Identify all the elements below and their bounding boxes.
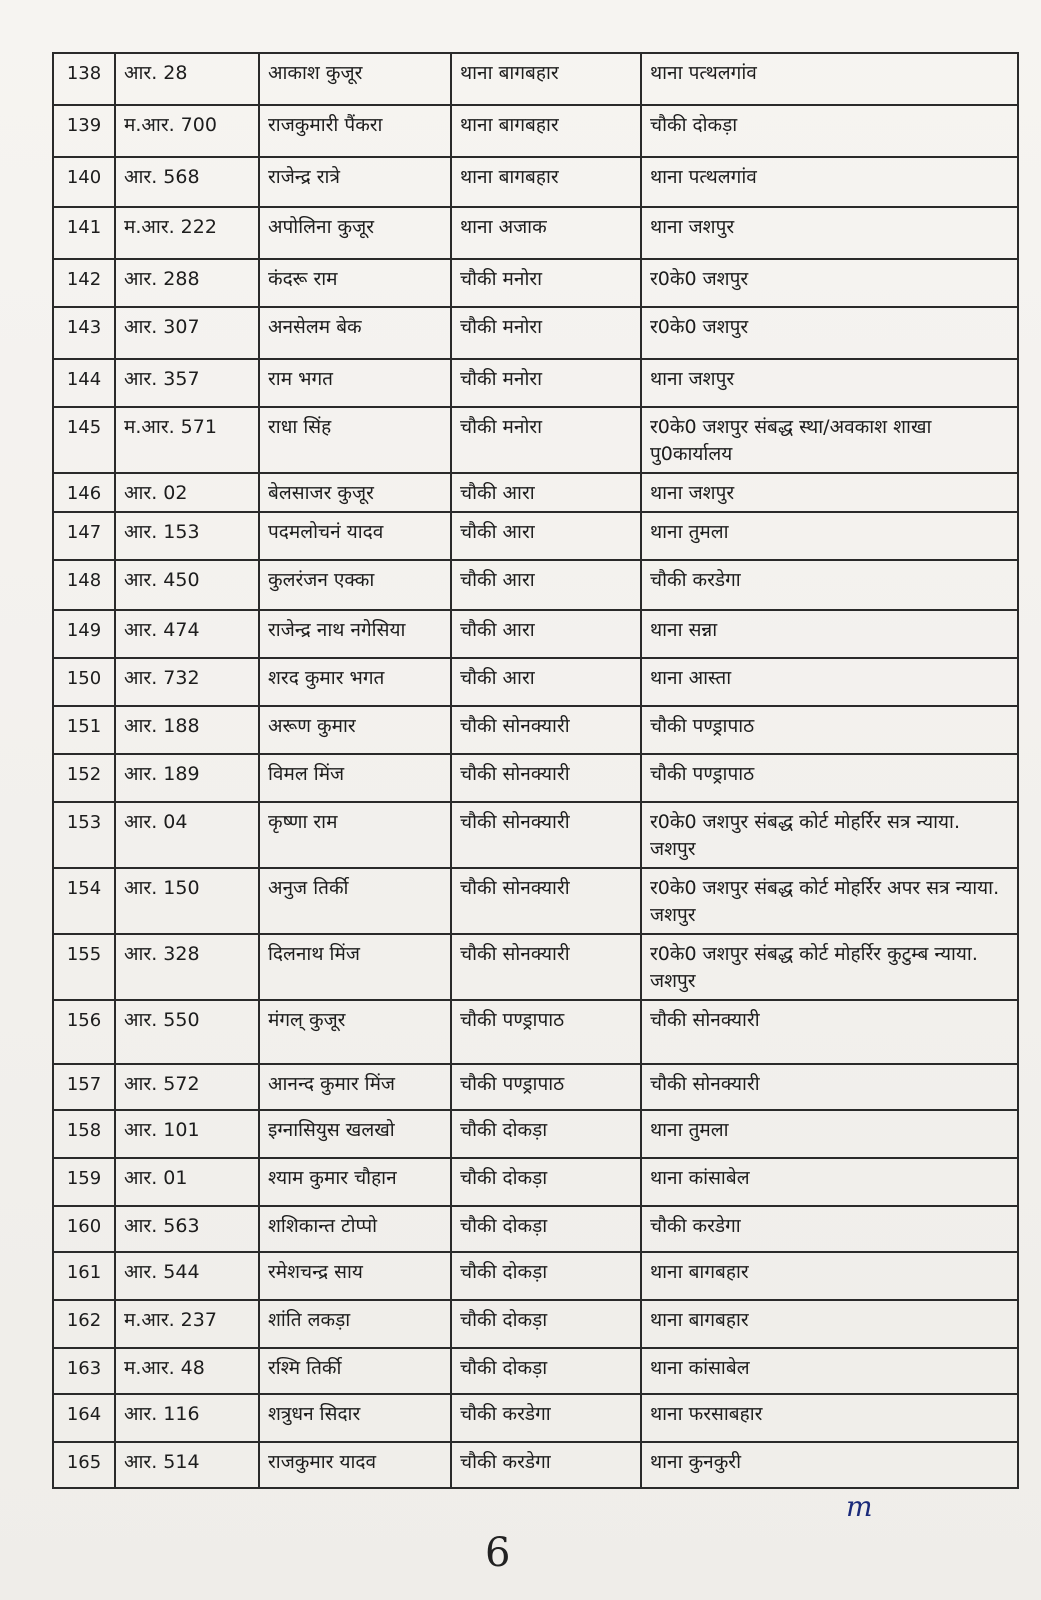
employee-name: इग्नासियुस खलखो bbox=[259, 1110, 451, 1158]
table-row bbox=[53, 1348, 1018, 1394]
serial-number: 155 bbox=[53, 934, 115, 1000]
current-posting: थाना अजाक bbox=[451, 207, 641, 259]
table-row bbox=[53, 1206, 1018, 1252]
table-row bbox=[53, 610, 1018, 658]
new-posting: र0के0 जशपुर bbox=[641, 259, 1018, 307]
current-posting: चौकी सोनक्यारी bbox=[451, 868, 641, 934]
serial-number: 148 bbox=[53, 560, 115, 610]
employee-name: अनुज तिर्की bbox=[259, 868, 451, 934]
serial-number: 156 bbox=[53, 1000, 115, 1064]
constable-number: आर. 101 bbox=[115, 1110, 259, 1158]
employee-name: शांति लकड़ा bbox=[259, 1300, 451, 1348]
new-posting: थाना फरसाबहार bbox=[641, 1394, 1018, 1442]
constable-number: आर. 150 bbox=[115, 868, 259, 934]
current-posting: चौकी मनोरा bbox=[451, 259, 641, 307]
constable-number: आर. 474 bbox=[115, 610, 259, 658]
table-row bbox=[53, 207, 1018, 259]
serial-number: 160 bbox=[53, 1206, 115, 1252]
serial-number: 163 bbox=[53, 1348, 115, 1394]
table-row bbox=[53, 1158, 1018, 1206]
new-posting: थाना आस्ता bbox=[641, 658, 1018, 706]
constable-number: आर. 568 bbox=[115, 157, 259, 207]
table-row bbox=[53, 53, 1018, 105]
serial-number: 159 bbox=[53, 1158, 115, 1206]
new-posting: थाना जशपुर bbox=[641, 473, 1018, 512]
current-posting: चौकी आरा bbox=[451, 658, 641, 706]
serial-number: 141 bbox=[53, 207, 115, 259]
employee-name: आकाश कुजूर bbox=[259, 53, 451, 105]
serial-number: 140 bbox=[53, 157, 115, 207]
current-posting: चौकी सोनक्यारी bbox=[451, 706, 641, 754]
constable-number: आर. 357 bbox=[115, 359, 259, 407]
new-posting: र0के0 जशपुर संबद्ध कोर्ट मोहर्रिर सत्र न्याया. जशपुर bbox=[641, 802, 1018, 868]
constable-number: आर. 572 bbox=[115, 1064, 259, 1110]
table-row bbox=[53, 157, 1018, 207]
current-posting: चौकी आरा bbox=[451, 560, 641, 610]
new-posting: थाना तुमला bbox=[641, 1110, 1018, 1158]
new-posting: थाना पत्थलगांव bbox=[641, 157, 1018, 207]
new-posting: थाना पत्थलगांव bbox=[641, 53, 1018, 105]
employee-name: आनन्द कुमार मिंज bbox=[259, 1064, 451, 1110]
constable-number: आर. 328 bbox=[115, 934, 259, 1000]
constable-number: आर. 153 bbox=[115, 512, 259, 560]
new-posting: थाना तुमला bbox=[641, 512, 1018, 560]
employee-name: मंगल् कुजूर bbox=[259, 1000, 451, 1064]
serial-number: 145 bbox=[53, 407, 115, 473]
table-row bbox=[53, 1064, 1018, 1110]
current-posting: चौकी मनोरा bbox=[451, 359, 641, 407]
constable-number: आर. 188 bbox=[115, 706, 259, 754]
constable-number: म.आर. 222 bbox=[115, 207, 259, 259]
new-posting: चौकी सोनक्यारी bbox=[641, 1064, 1018, 1110]
constable-number: आर. 28 bbox=[115, 53, 259, 105]
constable-number: आर. 116 bbox=[115, 1394, 259, 1442]
current-posting: चौकी दोकड़ा bbox=[451, 1300, 641, 1348]
current-posting: चौकी पण्ड्रापाठ bbox=[451, 1000, 641, 1064]
current-posting: चौकी दोकड़ा bbox=[451, 1206, 641, 1252]
serial-number: 152 bbox=[53, 754, 115, 802]
employee-name: पदमलोचनं यादव bbox=[259, 512, 451, 560]
new-posting: चौकी करडेगा bbox=[641, 560, 1018, 610]
employee-name: अरूण कुमार bbox=[259, 706, 451, 754]
table-row bbox=[53, 754, 1018, 802]
current-posting: चौकी सोनक्यारी bbox=[451, 802, 641, 868]
current-posting: चौकी करडेगा bbox=[451, 1442, 641, 1488]
current-posting: चौकी सोनक्यारी bbox=[451, 754, 641, 802]
constable-number: आर. 732 bbox=[115, 658, 259, 706]
new-posting: थाना कुनकुरी bbox=[641, 1442, 1018, 1488]
constable-number: आर. 544 bbox=[115, 1252, 259, 1300]
new-posting: चौकी पण्ड्रापाठ bbox=[641, 706, 1018, 754]
employee-name: अपोलिना कुजूर bbox=[259, 207, 451, 259]
constable-number: म.आर. 237 bbox=[115, 1300, 259, 1348]
serial-number: 146 bbox=[53, 473, 115, 512]
employee-name: कंदरू राम bbox=[259, 259, 451, 307]
constable-number: आर. 450 bbox=[115, 560, 259, 610]
serial-number: 165 bbox=[53, 1442, 115, 1488]
current-posting: चौकी करडेगा bbox=[451, 1394, 641, 1442]
table-row bbox=[53, 1000, 1018, 1064]
table-row bbox=[53, 706, 1018, 754]
table-row bbox=[53, 934, 1018, 1000]
constable-number: म.आर. 571 bbox=[115, 407, 259, 473]
table-row bbox=[53, 307, 1018, 359]
serial-number: 143 bbox=[53, 307, 115, 359]
serial-number: 142 bbox=[53, 259, 115, 307]
employee-name: विमल मिंज bbox=[259, 754, 451, 802]
employee-name: राजकुमार यादव bbox=[259, 1442, 451, 1488]
new-posting: थाना कांसाबेल bbox=[641, 1348, 1018, 1394]
serial-number: 147 bbox=[53, 512, 115, 560]
table-row bbox=[53, 105, 1018, 157]
serial-number: 162 bbox=[53, 1300, 115, 1348]
current-posting: चौकी मनोरा bbox=[451, 307, 641, 359]
new-posting: थाना जशपुर bbox=[641, 359, 1018, 407]
new-posting: र0के0 जशपुर संबद्ध कोर्ट मोहर्रिर अपर सत्र न्याया. जशपुर bbox=[641, 868, 1018, 934]
constable-number: आर. 04 bbox=[115, 802, 259, 868]
current-posting: चौकी दोकड़ा bbox=[451, 1110, 641, 1158]
constable-number: आर. 01 bbox=[115, 1158, 259, 1206]
serial-number: 150 bbox=[53, 658, 115, 706]
constable-number: आर. 550 bbox=[115, 1000, 259, 1064]
current-posting: चौकी दोकड़ा bbox=[451, 1252, 641, 1300]
employee-name: श्याम कुमार चौहान bbox=[259, 1158, 451, 1206]
table-row bbox=[53, 1300, 1018, 1348]
serial-number: 151 bbox=[53, 706, 115, 754]
current-posting: चौकी सोनक्यारी bbox=[451, 934, 641, 1000]
employee-name: कृष्णा राम bbox=[259, 802, 451, 868]
constable-number: म.आर. 700 bbox=[115, 105, 259, 157]
employee-name: रमेशचन्द्र साय bbox=[259, 1252, 451, 1300]
employee-name: रश्मि तिर्की bbox=[259, 1348, 451, 1394]
new-posting: चौकी दोकड़ा bbox=[641, 105, 1018, 157]
new-posting: चौकी पण्ड्रापाठ bbox=[641, 754, 1018, 802]
current-posting: थाना बागबहार bbox=[451, 53, 641, 105]
employee-name: राधा सिंह bbox=[259, 407, 451, 473]
employee-name: कुलरंजन एक्का bbox=[259, 560, 451, 610]
current-posting: चौकी दोकड़ा bbox=[451, 1158, 641, 1206]
employee-name: राम भगत bbox=[259, 359, 451, 407]
signature-mark: m bbox=[846, 1490, 873, 1523]
table-body bbox=[53, 53, 1018, 1488]
current-posting: चौकी दोकड़ा bbox=[451, 1348, 641, 1394]
employee-name: दिलनाथ मिंज bbox=[259, 934, 451, 1000]
serial-number: 153 bbox=[53, 802, 115, 868]
serial-number: 149 bbox=[53, 610, 115, 658]
new-posting: थाना कांसाबेल bbox=[641, 1158, 1018, 1206]
table-row bbox=[53, 259, 1018, 307]
constable-number: आर. 514 bbox=[115, 1442, 259, 1488]
serial-number: 154 bbox=[53, 868, 115, 934]
new-posting: र0के0 जशपुर संबद्ध कोर्ट मोहर्रिर कुटुम्ब न्याया. जशपुर bbox=[641, 934, 1018, 1000]
employee-name: शत्रुधन सिदार bbox=[259, 1394, 451, 1442]
table-row bbox=[53, 1252, 1018, 1300]
new-posting: थाना सन्ना bbox=[641, 610, 1018, 658]
constable-number: आर. 189 bbox=[115, 754, 259, 802]
constable-number: आर. 288 bbox=[115, 259, 259, 307]
table-row bbox=[53, 658, 1018, 706]
employee-name: शरद कुमार भगत bbox=[259, 658, 451, 706]
current-posting: चौकी आरा bbox=[451, 512, 641, 560]
new-posting: चौकी करडेगा bbox=[641, 1206, 1018, 1252]
table-row bbox=[53, 359, 1018, 407]
constable-number: आर. 307 bbox=[115, 307, 259, 359]
table-row bbox=[53, 1110, 1018, 1158]
serial-number: 158 bbox=[53, 1110, 115, 1158]
serial-number: 144 bbox=[53, 359, 115, 407]
current-posting: थाना बागबहार bbox=[451, 105, 641, 157]
current-posting: चौकी पण्ड्रापाठ bbox=[451, 1064, 641, 1110]
page-number: 6 bbox=[485, 1530, 511, 1576]
serial-number: 157 bbox=[53, 1064, 115, 1110]
employee-name: राजेन्द्र रात्रे bbox=[259, 157, 451, 207]
current-posting: थाना बागबहार bbox=[451, 157, 641, 207]
table-row bbox=[53, 1394, 1018, 1442]
current-posting: चौकी मनोरा bbox=[451, 407, 641, 473]
new-posting: थाना बागबहार bbox=[641, 1252, 1018, 1300]
table-row bbox=[53, 407, 1018, 473]
employee-name: शशिकान्त टोप्पो bbox=[259, 1206, 451, 1252]
table-row bbox=[53, 473, 1018, 512]
new-posting: र0के0 जशपुर bbox=[641, 307, 1018, 359]
transfer-table bbox=[52, 52, 1019, 1489]
serial-number: 161 bbox=[53, 1252, 115, 1300]
current-posting: चौकी आरा bbox=[451, 610, 641, 658]
new-posting: र0के0 जशपुर संबद्ध स्था/अवकाश शाखा पु0कार्यालय bbox=[641, 407, 1018, 473]
new-posting: थाना जशपुर bbox=[641, 207, 1018, 259]
employee-name: राजकुमारी पैंकरा bbox=[259, 105, 451, 157]
new-posting: थाना बागबहार bbox=[641, 1300, 1018, 1348]
serial-number: 138 bbox=[53, 53, 115, 105]
table-row bbox=[53, 512, 1018, 560]
table-row bbox=[53, 802, 1018, 868]
serial-number: 139 bbox=[53, 105, 115, 157]
employee-name: अनसेलम बेक bbox=[259, 307, 451, 359]
employee-name: राजेन्द्र नाथ नगेसिया bbox=[259, 610, 451, 658]
table-row bbox=[53, 560, 1018, 610]
employee-name: बेलसाजर कुजूर bbox=[259, 473, 451, 512]
table-row bbox=[53, 1442, 1018, 1488]
constable-number: म.आर. 48 bbox=[115, 1348, 259, 1394]
serial-number: 164 bbox=[53, 1394, 115, 1442]
table-row bbox=[53, 868, 1018, 934]
new-posting: चौकी सोनक्यारी bbox=[641, 1000, 1018, 1064]
constable-number: आर. 02 bbox=[115, 473, 259, 512]
current-posting: चौकी आरा bbox=[451, 473, 641, 512]
constable-number: आर. 563 bbox=[115, 1206, 259, 1252]
